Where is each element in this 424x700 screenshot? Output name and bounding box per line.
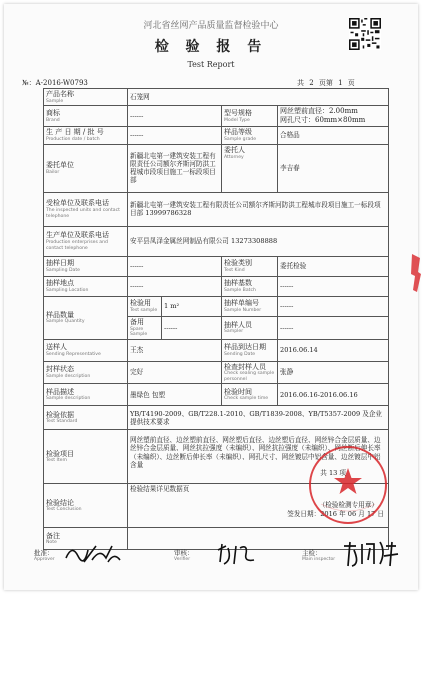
sample-grade-value: 合格品: [278, 126, 389, 144]
report-number: №：A-2016-W0793: [22, 79, 88, 87]
field-label: 检验类别 Test Kind: [222, 256, 278, 276]
sample-batch-value: ------: [278, 276, 389, 296]
field-label: 型号规格 Model Type: [222, 106, 278, 127]
field-label: 抽样日期 Sampling Date: [44, 256, 128, 276]
stamp-label: （检验检测专用章）: [318, 501, 379, 510]
table-row: [44, 106, 389, 127]
verifier-label: 审核： Verifier: [174, 549, 194, 562]
table-row: [44, 89, 389, 106]
report-title: 检 验 报 告: [154, 39, 268, 55]
field-label: 样品等级 Sample grade: [222, 126, 278, 144]
client-value: 新疆北屯第一建筑安装工程有限责任公司额尔齐斯河防洪工程城市段项目施工一标段项目部: [128, 144, 222, 192]
field-label: 抽样人员 Sampler: [222, 316, 278, 339]
field-label: 检验项目 Test Item: [44, 430, 128, 484]
page-indicator: 共 2 页第 1 页: [297, 79, 355, 87]
field-label: 生产单位及联系电话 Production enterprises and contact telephone: [44, 226, 128, 256]
field-label: 检验依据 Test Standard: [44, 406, 128, 430]
field-label: 受检单位及联系电话 The inspected units and contact telephone: [44, 192, 128, 226]
field-label: 抽样地点 Sampling Location: [44, 276, 128, 296]
field-label: 样品描述 Sample description: [44, 384, 128, 406]
field-label: 委托人 Attorney: [222, 144, 278, 192]
field-label: 样品到达日期 Sending Date: [222, 339, 278, 361]
qr-code-icon: [349, 18, 381, 50]
table-row: [44, 361, 389, 384]
field-label: 抽样单编号 Sample Number: [222, 296, 278, 316]
signature-footer: [22, 542, 410, 578]
model-value: 网丝塑前直径：2.00mm 网孔尺寸：60mm×80mm: [278, 106, 389, 127]
producer-value: 安平县凤泽金属丝网制品有限公司 13273308888: [128, 226, 389, 256]
test-standard-value: YB/T4190-2009、GB/T228.1-2010、GB/T1839-2008、YB/T5357-2009 及企业提供技术要求: [128, 406, 389, 430]
table-row: [44, 144, 389, 192]
inspected-unit-value: 新疆北屯第一建筑安装工程有限责任公司额尔齐斯河防洪工程城市段项目施工一标段项目部 13999786328: [128, 192, 389, 226]
field-label: 封样状态 Sample description: [44, 361, 128, 384]
table-row: [44, 276, 389, 296]
official-seal-stamp: [307, 444, 389, 526]
items-count: 共 13 项: [320, 469, 347, 478]
check-time-value: 2016.06.16-2016.06.16: [278, 384, 389, 406]
field-label: 送样人 Sending Representative: [44, 339, 128, 361]
organization-name: 河北省丝网产品质量监督检验中心: [143, 21, 279, 31]
verifier-signature: [214, 540, 260, 568]
table-row: [44, 296, 389, 316]
field-label: 生 产 日 期 / 批 号 Production date / batch: [44, 126, 128, 144]
table-row: [44, 384, 389, 406]
field-label: 检验结论 Test Conclusion: [44, 484, 128, 528]
table-row: [44, 126, 389, 144]
sampling-date-value: ------: [128, 256, 222, 276]
spare-sample-value: ------: [162, 316, 222, 339]
field-label: 产品名称 Sample: [44, 89, 128, 106]
table-row: [44, 192, 389, 226]
test-items-value: 网丝塑前直径、边丝塑前直径、网丝塑后直径、边丝塑后直径、网丝锌合金层质量、边丝锌合金层质量、网丝抗拉强度（未编织）、网丝抗拉强度（未编织）、网丝断后伸长率（未编织）、边丝断后伸长率（未编织）、网孔尺寸、网丝镀层中铝含量、边丝镀层中铝含量 共 13 项: [128, 430, 389, 484]
field-label: 委托单位 Bailor: [44, 144, 128, 192]
field-label: 检查封样人员 Check sealing sample personnel: [222, 361, 278, 384]
table-row: [44, 339, 389, 361]
table-row: [44, 256, 389, 276]
report-page: [4, 4, 418, 590]
field-label: 检验时间 Check sample time: [222, 384, 278, 406]
sample-number-value: ------: [278, 296, 389, 316]
issue-date: 签发日期：2016 年 06 月 17 日: [287, 509, 385, 518]
main-inspector-label: 主检： Main inspector: [302, 549, 336, 562]
approver-signature: [62, 540, 122, 568]
red-margin-mark-icon: [408, 252, 424, 296]
production-date-value: ------: [128, 126, 222, 144]
field-label: 抽样基数 Sample Batch: [222, 276, 278, 296]
conclusion-value: 检验结果详见数据页 （检验检测专用章） 签发日期：2016 年 06 月 17 日: [128, 484, 389, 528]
sample-description-value: 墨绿色 包塑: [128, 384, 222, 406]
table-row: [44, 406, 389, 430]
field-label: 检验用 Test sample: [128, 296, 162, 316]
seal-checker-value: 张静: [278, 361, 389, 384]
table-row: [44, 226, 389, 256]
sampler-value: ------: [278, 316, 389, 339]
attorney-value: 李吉春: [278, 144, 389, 192]
main-inspector-signature: [340, 538, 402, 570]
sender-value: 王杰: [128, 339, 222, 361]
sending-date-value: 2016.06.14: [278, 339, 389, 361]
field-label: 商标 Brand: [44, 106, 128, 127]
brand-value: ------: [128, 106, 222, 127]
sealing-status-value: 完好: [128, 361, 222, 384]
field-label: 样品数量 Sample Quantity: [44, 296, 128, 339]
report-subtitle: Test Report: [187, 60, 235, 69]
product-name-value: 石笼网: [128, 89, 389, 106]
field-label: 备用 Spare Sample: [128, 316, 162, 339]
field-label: 备注 Note: [44, 528, 128, 550]
approver-label: 批准： Approver: [34, 549, 55, 562]
test-kind-value: 委托检验: [278, 256, 389, 276]
test-sample-value: 1 m²: [162, 296, 222, 316]
sampling-location-value: ------: [128, 276, 222, 296]
